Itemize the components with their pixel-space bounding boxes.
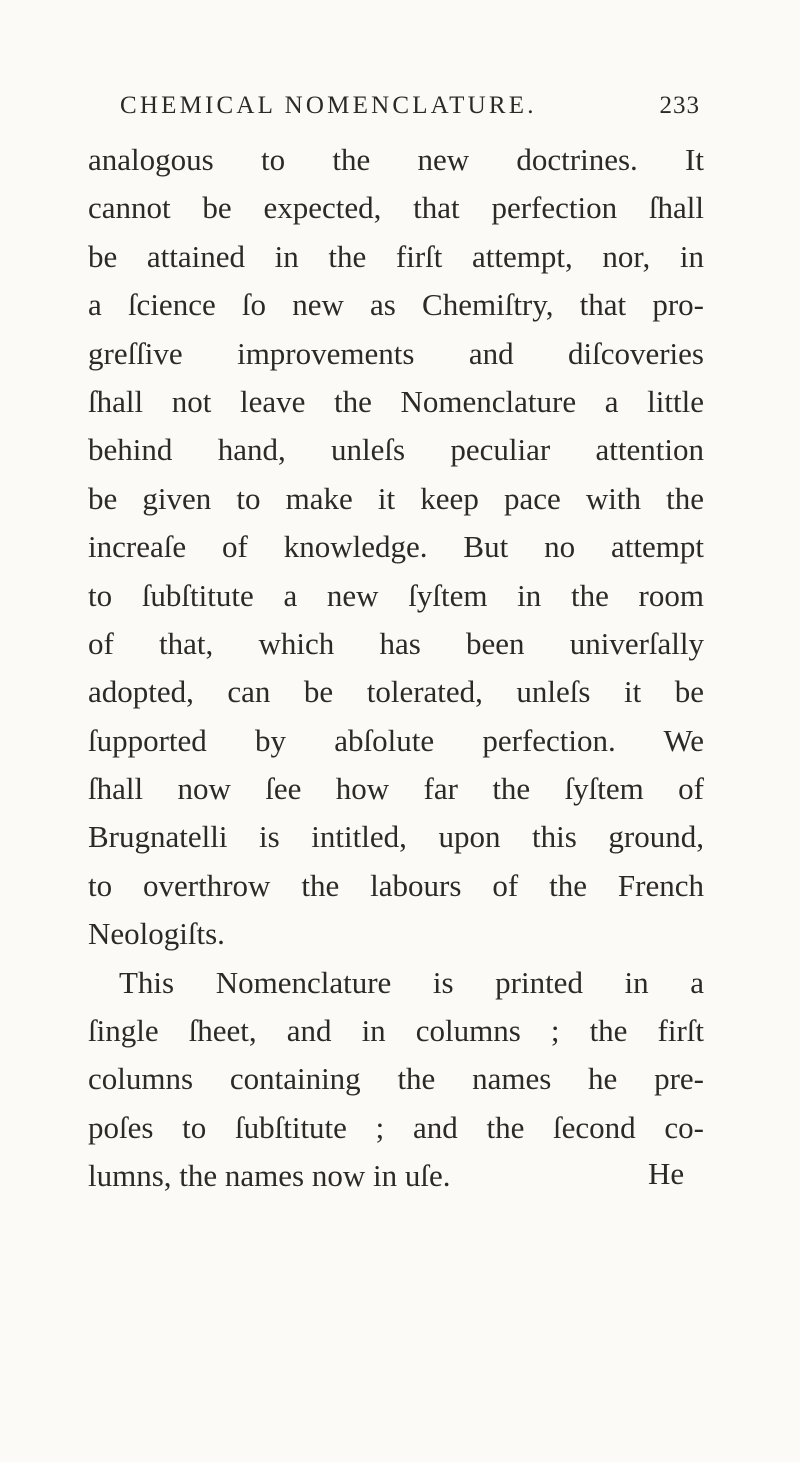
text-line: be attained in the firſt attempt, nor, in	[88, 238, 704, 274]
text-line: increaſe of knowledge. But no attempt	[88, 529, 704, 565]
text-line: columns containing the names he pre-	[88, 1061, 704, 1097]
text-line: ſhall not leave the Nomenclature a little	[88, 383, 704, 419]
text-line: Neologiſts.	[88, 916, 225, 952]
text-line: analogous to the new doctrines. It	[88, 142, 704, 177]
text-line: to overthrow the labours of the French	[88, 867, 704, 903]
text-line: ſupported by abſolute perfection. We	[88, 722, 704, 758]
page-number: 233	[659, 92, 700, 119]
text-line: cannot be expected, that perfection ſhall	[88, 190, 704, 226]
paragraph-start-line: This Nomenclature is printed in a	[119, 964, 704, 1000]
text-line: of that, which has been univerſally	[88, 625, 704, 661]
catchword: He	[648, 1156, 685, 1191]
text-line: poſes to ſubſtitute ; and the ſecond co-	[88, 1109, 704, 1145]
running-title: CHEMICAL NOMENCLATURE.	[120, 92, 537, 119]
running-head	[120, 92, 700, 132]
text-line: to ſubſtitute a new ſyſtem in the room	[88, 577, 704, 613]
text-line: greſſive improvements and diſcoveries	[88, 335, 704, 371]
text-line: a ſcience ſo new as Chemiſtry, that pro-	[88, 287, 704, 323]
text-line: ſhall now ſee how far the ſyſtem of	[88, 771, 704, 807]
text-line: lumns, the names now in uſe.	[88, 1158, 451, 1194]
body-text	[88, 136, 704, 1201]
text-line: adopted, can be tolerated, unleſs it be	[88, 674, 704, 710]
text-line: be given to make it keep pace with the	[88, 480, 704, 516]
text-line: Brugnatelli is intitled, upon this ground,	[88, 819, 704, 855]
text-line: behind hand, unleſs peculiar attention	[88, 432, 704, 468]
text-line: ſingle ſheet, and in columns ; the firſt	[88, 1013, 704, 1049]
